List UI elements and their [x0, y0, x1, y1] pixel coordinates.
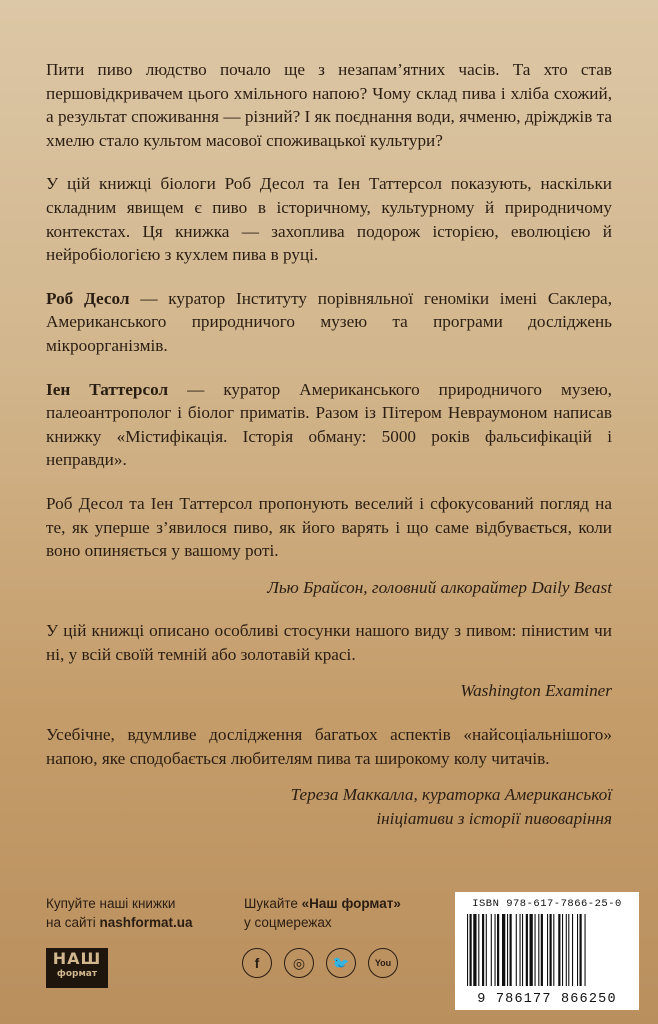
barcode-stripe: [497, 914, 499, 986]
attribution-3-line-2: ініціативи з історії пивоваріння: [376, 808, 612, 828]
buy-prefix: на сайті: [46, 915, 100, 930]
author1-text: — куратор Інституту порівняльної геноміки імені Саклера, Американського природничого музею та програми досліджень мікроорганізмів.: [46, 288, 612, 355]
barcode-stripe: [502, 914, 505, 986]
barcode-stripe: [482, 914, 484, 986]
author1-bio: [46, 287, 612, 358]
barcode-stripe: [547, 914, 548, 986]
logo-top-text: НАШ: [52, 949, 102, 968]
review-attribution-2: Washington Examiner: [460, 681, 612, 701]
author2-text: — куратор Американського природничого музею, палеоантрополог і біолог приматів. Разом із Пітером Невраумоном написав книжку «Містифікація. Історія обману: 5000 років фальсифікацій і неправди».: [46, 379, 612, 470]
youtube-icon[interactable]: You: [368, 948, 398, 978]
publisher-brand: «Наш формат»: [301, 896, 401, 911]
barcode-stripe: [562, 914, 563, 986]
author2-name: Іен Таттерсол: [46, 379, 169, 399]
barcode-panel: [455, 892, 639, 1010]
twitter-icon[interactable]: 🐦: [326, 948, 356, 978]
barcode-stripe: [473, 914, 476, 986]
review-quote-1: Роб Десол та Іен Таттерсол пропонують веселий і сфокусований погляд на те, як уперше з’явилося пиво, як його варять і що саме відбувається, коли воно опиняється у вашому роті.: [46, 493, 612, 561]
barcode-stripe: [522, 914, 523, 986]
barcode-stripe: [470, 914, 472, 986]
barcode-stripe: [495, 914, 496, 986]
cover-footer: [0, 886, 658, 1024]
barcode-stripe: [558, 914, 560, 986]
barcode-bars: [463, 914, 631, 986]
review-attribution-1: Лью Брайсон, головний алкорайтер Daily Beast: [267, 577, 612, 597]
barcode-stripe: [510, 914, 512, 986]
barcode-stripe: [572, 914, 573, 986]
barcode-stripe: [577, 914, 578, 986]
search-line-1: [244, 894, 401, 913]
buy-books-note: [46, 894, 192, 932]
barcode-stripe: [478, 914, 479, 986]
author2-bio: [46, 378, 612, 472]
social-search-note: [244, 894, 401, 932]
logo-bottom-text: формат: [56, 969, 98, 979]
barcode-stripe: [580, 914, 582, 986]
barcode-stripe: [526, 914, 528, 986]
barcode-stripe: [520, 914, 521, 986]
attribution-3-line-1: Тереза Маккалла, кураторка Американської: [290, 785, 612, 805]
review-quote-3: Усебічне, вдумливе дослідження багатьох аспектів «найсоціальнішого» напою, яке сподобається любителям пива та широкому колу читачів.: [46, 725, 612, 768]
barcode-digits: 9 786177 866250: [477, 992, 617, 1007]
barcode-stripe: [486, 914, 487, 986]
review-attribution-3: [46, 783, 612, 830]
intro-paragraph: Пити пиво людство почало ще з незапам’ятних часів. Та хто став першовідкривачем цього хмільного напою? Чому склад пива і хліба схожий, а результат споживання — різний? І як поєднання води, ячменю, дріжджів та хмелю стало культом масової споживацької культури?: [46, 60, 612, 150]
social-links: [242, 948, 398, 978]
back-cover-text: [46, 58, 612, 850]
barcode-stripe: [541, 914, 543, 986]
review-quote-2: У цій книжці описано особливі стосунки нашого виду з пивом: пінистим чи ні, у всій своїй темній або золотавій красі.: [46, 621, 612, 664]
buy-line-1: Купуйте наші книжки: [46, 896, 176, 911]
search-prefix: Шукайте: [244, 896, 302, 911]
book-description: У цій книжці біологи Роб Десол та Іен Таттерсол показують, наскільки складним явищем є пиво в історичному, культурному й природничому контекстах. Ця книжка — захоплива подорож історією, еволюцією й нейробіологією з кухлем пива в руці.: [46, 174, 612, 265]
barcode-stripe: [516, 914, 517, 986]
instagram-icon[interactable]: ◎: [284, 948, 314, 978]
barcode-stripe: [550, 914, 552, 986]
barcode-stripe: [553, 914, 554, 986]
barcode-stripe: [538, 914, 539, 986]
barcode-stripe: [535, 914, 536, 986]
barcode-stripe: [507, 914, 508, 986]
publisher-logo: [46, 948, 108, 988]
author1-name: Роб Десол: [46, 288, 130, 308]
publisher-site-link[interactable]: nashformat.ua: [99, 915, 193, 930]
search-line-2: у соцмережах: [244, 915, 332, 930]
barcode-stripe: [585, 914, 586, 986]
barcode-stripe: [467, 914, 468, 986]
barcode-stripe: [566, 914, 567, 986]
isbn-text: ISBN 978-617-7866-25-0: [472, 898, 622, 910]
barcode-stripe: [568, 914, 569, 986]
barcode-stripe: [491, 914, 492, 986]
buy-line-2: [46, 913, 192, 932]
barcode-stripe: [530, 914, 533, 986]
facebook-icon[interactable]: f: [242, 948, 272, 978]
